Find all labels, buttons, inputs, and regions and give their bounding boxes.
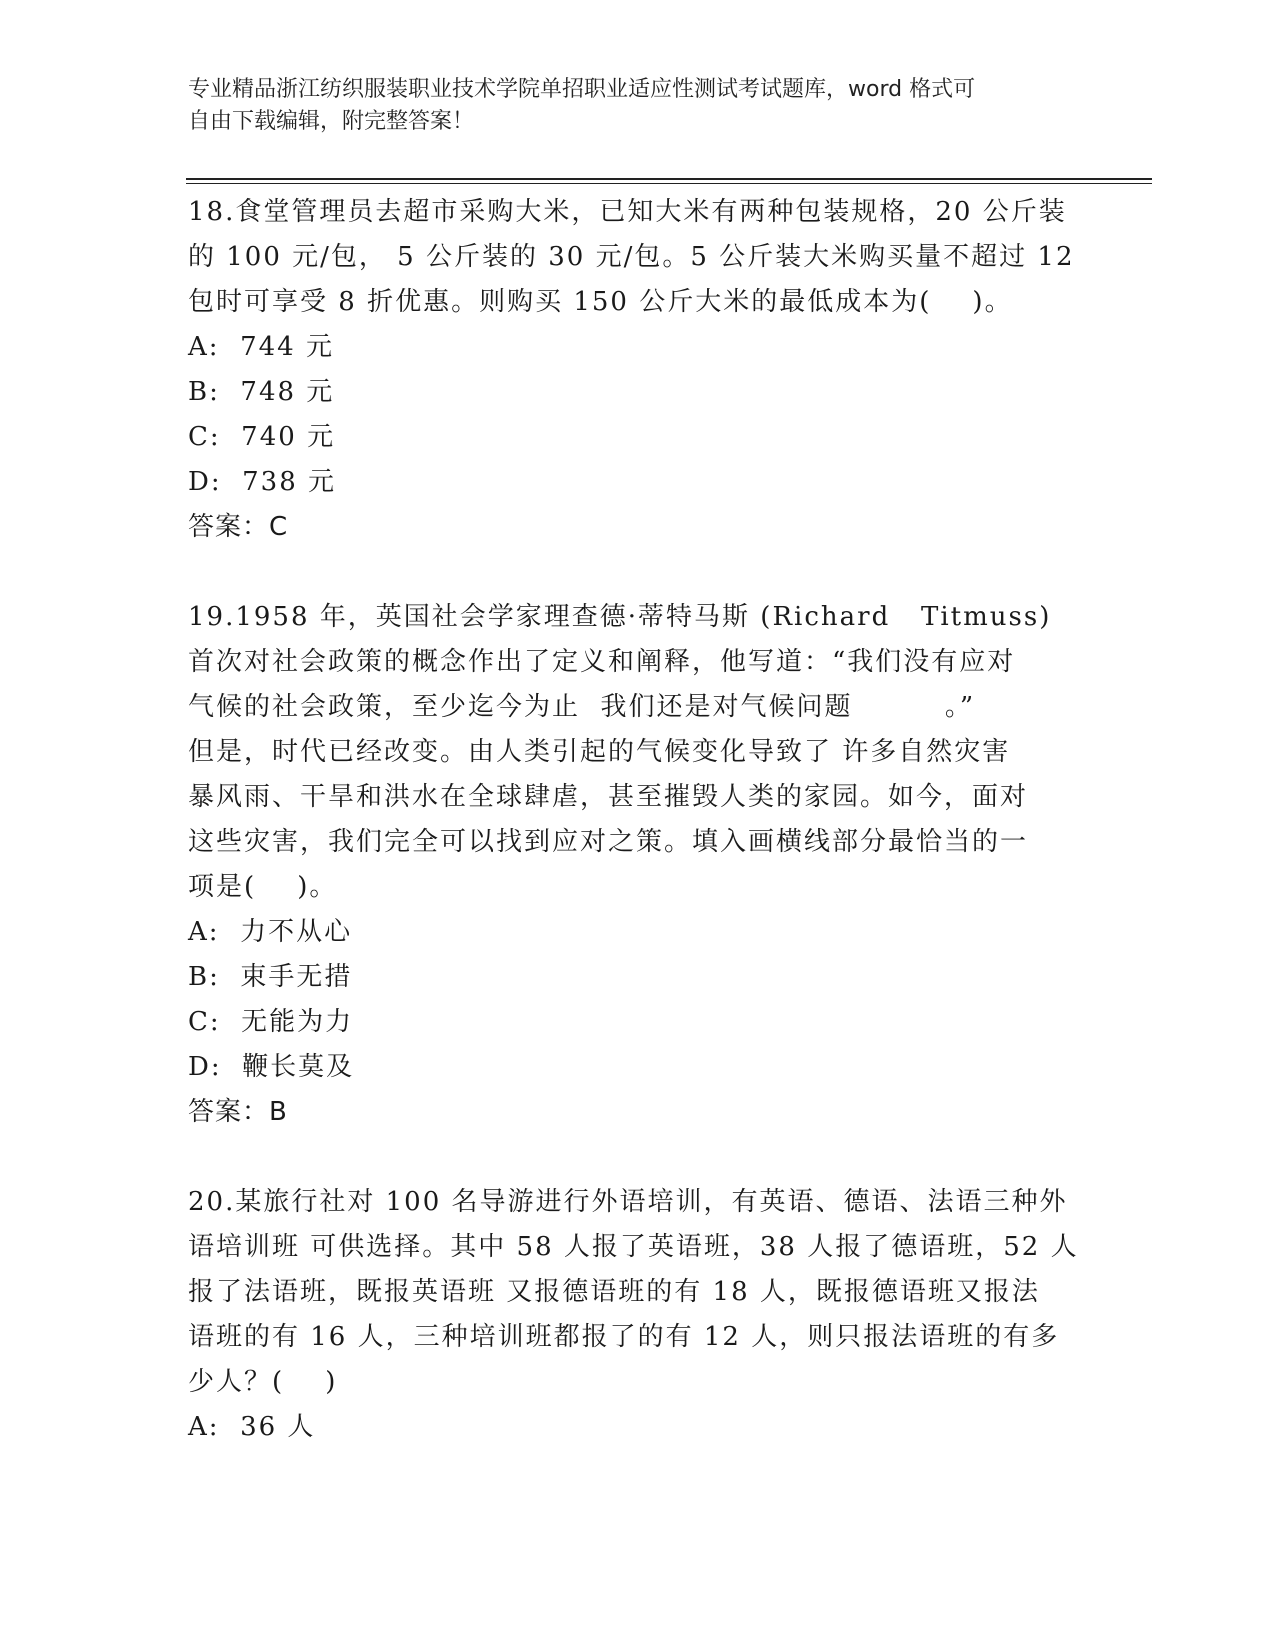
header-divider-thick [186,178,1152,180]
question-gap [188,1135,1088,1180]
question-18 [188,190,1088,550]
answer-18: 答案：C [188,512,289,542]
option-b: B: 748 元 [188,377,335,407]
question-20-line: 少人？( ) [188,1367,338,1397]
option-d: D: 738 元 [188,467,337,497]
question-19-line: 暴风雨、干旱和洪水在全球肆虐，甚至摧毁人类的家园。如今，面对 [188,782,1029,812]
option-d: D: 鞭长莫及 [188,1052,355,1082]
question-18-line: 18.食堂管理员去超市采购大米，已知大米有两种包装规格，20 公斤装 [188,197,1067,227]
question-gap [188,550,1088,595]
header-divider-thin [186,183,1152,184]
question-18-line: 包时可享受 8 折优惠。则购买 150 公斤大米的最低成本为( )。 [188,287,1013,317]
option-c: C: 740 元 [188,422,336,452]
question-19-line: 这些灾害，我们完全可以找到应对之策。填入画横线部分最恰当的一 [188,827,1029,857]
question-list [188,190,1088,1450]
question-19-line: 19.1958 年，英国社会学家理查德·蒂特马斯 (Richard Titmuss) [188,602,1052,632]
option-c: C: 无能为力 [188,1007,354,1037]
question-19-line: 气候的社会政策，至少迄今为止 我们还是对气候问题 。” [188,692,976,722]
option-b: B: 束手无措 [188,962,353,992]
question-20-line: 语班的有 16 人，三种培训班都报了的有 12 人，则只报法语班的有多 [188,1322,1060,1352]
option-a: A: 36 人 [188,1412,316,1442]
question-19-line: 但是，时代已经改变。由人类引起的气候变化导致了 许多自然灾害 [188,737,1011,767]
option-a: A: 力不从心 [188,917,353,947]
answer-19: 答案：B [188,1097,288,1127]
header-line-1: 专业精品浙江纺织服装职业技术学院单招职业适应性测试考试题库，word 格式可 [188,77,976,102]
question-20 [188,1180,1088,1450]
question-18-line: 的 100 元/包， 5 公斤装的 30 元/包。5 公斤装大米购买量不超过 12 [188,242,1075,272]
header-line-2: 自由下载编辑，附完整答案！ [188,109,475,134]
question-20-line: 报了法语班，既报英语班 又报德语班的有 18 人，既报德语班又报法 [188,1277,1040,1307]
question-19-line: 项是( )。 [188,872,338,902]
question-20-line: 20.某旅行社对 100 名导游进行外语培训，有英语、德语、法语三种外 [188,1187,1068,1217]
option-a: A: 744 元 [188,332,334,362]
question-20-line: 语培训班 可供选择。其中 58 人报了英语班，38 人报了德语班，52 人 [188,1232,1079,1262]
question-19-line: 首次对社会政策的概念作出了定义和阐释，他写道：“我们没有应对 [188,647,1016,677]
page-header [188,74,1088,138]
question-19 [188,595,1088,1135]
